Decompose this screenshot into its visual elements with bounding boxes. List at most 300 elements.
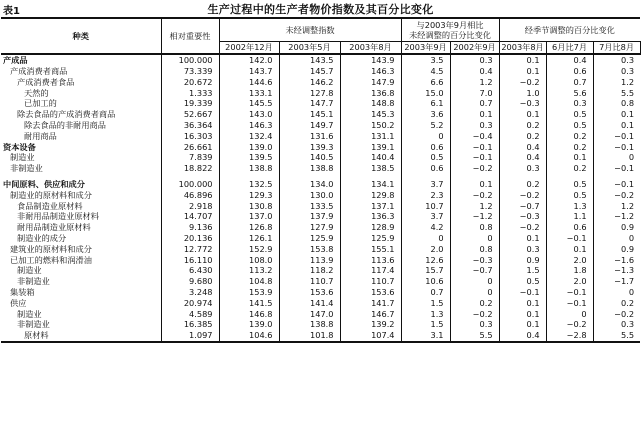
row-label: 原材料 [1, 330, 161, 342]
row-value: 142.0 [219, 54, 279, 66]
row-value: 20.136 [161, 233, 219, 244]
row-value: 0 [593, 287, 640, 298]
row-value: 4.2 [401, 222, 450, 233]
row-value: −0.2 [450, 163, 499, 174]
row-label: 集装箱 [10, 287, 35, 298]
row-value: −0.2 [593, 190, 640, 201]
row-value: 149.7 [279, 120, 340, 131]
row-value: 139.2 [340, 319, 401, 330]
table-title: 生产过程中的生产者物价指数及其百分比变化 [207, 3, 434, 16]
row-value: −0.2 [499, 77, 546, 88]
row-value: 0.9 [593, 244, 640, 255]
row-value: 150.2 [340, 120, 401, 131]
row-value: 2.918 [161, 200, 219, 211]
row-value: −0.1 [593, 179, 640, 190]
row-value: 0.3 [593, 319, 640, 330]
row-value: 15.7 [401, 265, 450, 276]
row-value: 6.1 [401, 98, 450, 109]
row-label: 除去食品的产成消费者商品 [17, 109, 116, 120]
row-value: 0.2 [450, 298, 499, 309]
table-row [1, 308, 640, 319]
row-label: 制造业 [10, 152, 35, 163]
row-label: 非制造业 [17, 319, 50, 330]
row-value: 137.0 [219, 211, 279, 222]
row-value: 0 [546, 308, 593, 319]
row-value: 20.672 [161, 77, 219, 88]
row-label: 制造业 [17, 308, 42, 319]
row-value: 7.839 [161, 152, 219, 163]
row-label: 已加工的 [24, 98, 57, 109]
row-value: −0.1 [450, 152, 499, 163]
row-value: 126.8 [219, 222, 279, 233]
row-value: 0.1 [499, 233, 546, 244]
row-value: 0.4 [450, 66, 499, 77]
table-row [1, 98, 640, 109]
row-value: 0.6 [401, 141, 450, 152]
row-value: 113.6 [340, 254, 401, 265]
row-value: 0.1 [499, 54, 546, 66]
row-value: −0.2 [593, 308, 640, 319]
table-row [1, 109, 640, 120]
row-value: −0.1 [546, 233, 593, 244]
row-value: 5.5 [593, 87, 640, 98]
table-row [1, 179, 640, 190]
row-value: 0.7 [450, 98, 499, 109]
row-value: 0.1 [450, 109, 499, 120]
row-value: 125.9 [279, 233, 340, 244]
row-value: 10.6 [401, 276, 450, 287]
row-value: 0.1 [499, 298, 546, 309]
row-value: 0.5 [546, 190, 593, 201]
table-row [1, 319, 640, 330]
header-seasonal: 经季节调整的百分比变化 [499, 18, 640, 42]
row-value: 0.7 [401, 287, 450, 298]
row-value: 26.661 [161, 141, 219, 152]
subheader-cell: 7月比8月 [593, 42, 640, 55]
row-value: 0.5 [546, 120, 593, 131]
row-value: 146.8 [219, 308, 279, 319]
table-row [1, 244, 640, 255]
row-value: 0.3 [546, 98, 593, 109]
row-value: 100.000 [161, 179, 219, 190]
row-value: 137.9 [279, 211, 340, 222]
table-row [1, 141, 640, 152]
row-label: 供应 [10, 297, 27, 308]
row-value: 16.303 [161, 131, 219, 142]
row-value: 0.1 [593, 109, 640, 120]
row-value: 1.0 [499, 87, 546, 98]
row-value: 0 [401, 131, 450, 142]
row-value: 145.5 [219, 98, 279, 109]
row-value: 7.0 [450, 87, 499, 98]
row-value: 138.8 [279, 163, 340, 174]
row-label: 制造业 [17, 265, 42, 276]
subheader-cell: 2003年8月 [340, 42, 401, 55]
row-value: −1.7 [593, 276, 640, 287]
row-value: −1.6 [593, 254, 640, 265]
row-value: 14.707 [161, 211, 219, 222]
table-row [1, 222, 640, 233]
row-value: −0.2 [499, 222, 546, 233]
row-value: 113.9 [279, 254, 340, 265]
row-label: 已加工的燃料和润滑油 [10, 254, 92, 265]
row-value: 0.6 [546, 66, 593, 77]
row-value: 0.3 [450, 54, 499, 66]
row-value: 0.3 [450, 319, 499, 330]
row-value: 141.7 [340, 298, 401, 309]
row-value: 0 [593, 152, 640, 163]
header-unadjusted: 未经调整指数 [219, 18, 401, 42]
row-value: 3.7 [401, 179, 450, 190]
row-value: 0.5 [546, 109, 593, 120]
row-value: 127.8 [279, 87, 340, 98]
row-value: 146.7 [340, 308, 401, 319]
row-value: 16.110 [161, 254, 219, 265]
row-value: −2.8 [546, 330, 593, 342]
row-value: 1.8 [546, 265, 593, 276]
row-value: 143.0 [219, 109, 279, 120]
row-label: 天然的 [24, 87, 49, 98]
row-value: 143.7 [219, 66, 279, 77]
row-value: −1.3 [593, 265, 640, 276]
row-value: −0.2 [499, 190, 546, 201]
row-label: 产成品 [3, 55, 28, 66]
row-value: 139.0 [219, 141, 279, 152]
row-value: −1.2 [593, 211, 640, 222]
row-value: 0.9 [499, 254, 546, 265]
row-value: 1.5 [401, 319, 450, 330]
row-value: 128.9 [340, 222, 401, 233]
row-value: −0.4 [450, 131, 499, 142]
row-value: 147.9 [340, 77, 401, 88]
table-row [1, 152, 640, 163]
subheader-cell: 2003年8月 [499, 42, 546, 55]
row-value: 4.5 [401, 66, 450, 77]
row-value: 5.5 [450, 330, 499, 342]
row-label: 非耐用品制造业原材料 [17, 211, 99, 222]
row-value: 146.3 [219, 120, 279, 131]
row-value: 147.0 [279, 308, 340, 319]
row-label: 产成消费者食品 [17, 76, 75, 87]
row-value: 0.5 [499, 276, 546, 287]
row-value: 132.4 [219, 131, 279, 142]
row-value: 0.3 [593, 54, 640, 66]
row-value: 141.4 [279, 298, 340, 309]
row-value: 0.1 [499, 109, 546, 120]
row-value: 1.097 [161, 330, 219, 342]
row-value: 0.8 [450, 222, 499, 233]
row-value: 131.6 [279, 131, 340, 142]
row-value: 9.680 [161, 276, 219, 287]
table-row [1, 131, 640, 142]
row-value: 155.1 [340, 244, 401, 255]
row-value: 0.9 [593, 222, 640, 233]
row-value: 2.0 [401, 244, 450, 255]
row-value: 141.5 [219, 298, 279, 309]
row-value: 0.1 [499, 66, 546, 77]
row-value: 139.5 [219, 152, 279, 163]
row-value: 145.3 [340, 109, 401, 120]
row-value: 0.8 [450, 244, 499, 255]
row-value: 0.2 [546, 163, 593, 174]
row-value: 0.3 [499, 244, 546, 255]
row-value: −0.2 [450, 308, 499, 319]
row-label: 耐用品制造业原材料 [17, 222, 91, 233]
row-value: 0.2 [499, 179, 546, 190]
row-value: 0 [450, 233, 499, 244]
row-value: 110.7 [279, 276, 340, 287]
row-value: 0.7 [546, 77, 593, 88]
row-value: 5.5 [593, 330, 640, 342]
row-label: 产成消费者商品 [10, 66, 68, 77]
row-value: −0.2 [546, 319, 593, 330]
row-value: 153.6 [279, 287, 340, 298]
row-value: 108.0 [219, 254, 279, 265]
row-value: 138.8 [279, 319, 340, 330]
row-value: 20.974 [161, 298, 219, 309]
table-row [1, 120, 640, 131]
row-value: 125.9 [340, 233, 401, 244]
row-value: 0.1 [546, 244, 593, 255]
row-value: 0 [450, 276, 499, 287]
row-value: −0.3 [450, 254, 499, 265]
row-value: 140.5 [279, 152, 340, 163]
row-value: 133.5 [279, 200, 340, 211]
row-value: 148.8 [340, 98, 401, 109]
row-value: 0.4 [499, 152, 546, 163]
row-value: 107.4 [340, 330, 401, 342]
table-row [1, 66, 640, 77]
row-label: 中间原料、供应和成分 [3, 179, 85, 190]
subheader-cell: 2003年5月 [279, 42, 340, 55]
row-value: 1.5 [499, 265, 546, 276]
row-value: −0.3 [499, 98, 546, 109]
row-value: 0.3 [499, 163, 546, 174]
row-value: 1.333 [161, 87, 219, 98]
row-value: 0.2 [546, 141, 593, 152]
row-value: 3.6 [401, 109, 450, 120]
row-value: 126.1 [219, 233, 279, 244]
row-value: 2.0 [546, 276, 593, 287]
row-value: −0.7 [450, 265, 499, 276]
table-row [1, 163, 640, 174]
row-value: 15.0 [401, 87, 450, 98]
row-value: 110.7 [340, 276, 401, 287]
row-value: 1.2 [593, 77, 640, 88]
row-value: 0.1 [499, 308, 546, 319]
row-value: 0 [593, 233, 640, 244]
row-value: 16.385 [161, 319, 219, 330]
row-value: 12.772 [161, 244, 219, 255]
row-value: 136.3 [340, 211, 401, 222]
table-row [1, 276, 640, 287]
row-value: 1.2 [450, 200, 499, 211]
row-label: 制造业的成分 [17, 233, 67, 244]
row-value: 101.8 [279, 330, 340, 342]
row-value: 0.5 [546, 179, 593, 190]
row-value: 153.9 [219, 287, 279, 298]
row-value: 6.430 [161, 265, 219, 276]
row-value: −0.3 [499, 211, 546, 222]
row-value: 147.7 [279, 98, 340, 109]
row-value: 1.2 [450, 77, 499, 88]
row-value: 1.5 [401, 298, 450, 309]
subheader-cell: 2002年12月 [219, 42, 279, 55]
row-value: −0.7 [499, 200, 546, 211]
table-row [1, 330, 640, 342]
row-value: 4.589 [161, 308, 219, 319]
row-value: 137.1 [340, 200, 401, 211]
row-value: 0.4 [499, 330, 546, 342]
row-value: −0.1 [546, 287, 593, 298]
row-value: 1.1 [546, 211, 593, 222]
row-value: 0.2 [593, 298, 640, 309]
row-value: 0.1 [499, 319, 546, 330]
row-value: 113.2 [219, 265, 279, 276]
table-row [1, 265, 640, 276]
row-value: 104.6 [219, 330, 279, 342]
row-value: 46.896 [161, 190, 219, 201]
row-value: 153.8 [279, 244, 340, 255]
row-label: 资本设备 [3, 141, 36, 152]
row-value: 117.4 [340, 265, 401, 276]
row-value: 1.3 [401, 308, 450, 319]
row-value: 0.8 [593, 98, 640, 109]
row-value: 131.1 [340, 131, 401, 142]
table-row [1, 87, 640, 98]
row-value: 152.9 [219, 244, 279, 255]
table-row [1, 190, 640, 201]
row-value: 2.0 [546, 254, 593, 265]
header-category: 种类 [1, 18, 161, 54]
row-value: 0.2 [546, 131, 593, 142]
row-value: 132.5 [219, 179, 279, 190]
table-row [1, 211, 640, 222]
table-number: 表1 [3, 6, 20, 17]
row-value: 0.5 [401, 152, 450, 163]
row-value: 100.000 [161, 54, 219, 66]
row-value: 3.7 [401, 211, 450, 222]
row-value: 139.1 [340, 141, 401, 152]
row-value: 134.1 [340, 179, 401, 190]
row-value: 6.6 [401, 77, 450, 88]
ppi-table [1, 17, 640, 343]
row-value: −1.2 [450, 211, 499, 222]
table-row [1, 77, 640, 88]
row-value: 12.6 [401, 254, 450, 265]
row-value: 18.822 [161, 163, 219, 174]
row-value: 145.1 [279, 109, 340, 120]
table-row [1, 287, 640, 298]
row-value: −0.1 [593, 163, 640, 174]
row-value: 134.0 [279, 179, 340, 190]
table-row [1, 200, 640, 211]
row-value: 129.3 [219, 190, 279, 201]
row-value: 0.3 [450, 120, 499, 131]
row-value: 3.248 [161, 287, 219, 298]
row-value: 130.0 [279, 190, 340, 201]
row-value: 153.6 [340, 287, 401, 298]
row-value: 0.3 [593, 66, 640, 77]
row-value: 133.1 [219, 87, 279, 98]
row-label: 耐用商品 [24, 130, 57, 141]
row-value: −0.1 [593, 131, 640, 142]
row-value: 10.7 [401, 200, 450, 211]
table-body [1, 54, 640, 342]
subheader-cell: 6月比7月 [546, 42, 593, 55]
table-header [0, 0, 641, 17]
header-relative-importance: 相对重要性 [161, 18, 219, 54]
row-value: 0 [450, 287, 499, 298]
subheader-cell: 2002年9月 [450, 42, 499, 55]
row-value: 143.5 [279, 54, 340, 66]
row-label: 非制造业 [17, 276, 50, 287]
row-value: 127.9 [279, 222, 340, 233]
row-value: 0 [401, 233, 450, 244]
row-value: 146.3 [340, 66, 401, 77]
table-row [1, 254, 640, 265]
table-row [1, 298, 640, 309]
row-value: 104.8 [219, 276, 279, 287]
row-value: −0.2 [450, 190, 499, 201]
row-label: 食品制造业原材料 [17, 200, 83, 211]
row-value: 140.4 [340, 152, 401, 163]
row-label: 非制造业 [10, 163, 43, 174]
row-value: 138.5 [340, 163, 401, 174]
row-value: 143.9 [340, 54, 401, 66]
row-value: 1.3 [546, 200, 593, 211]
row-value: 146.2 [279, 77, 340, 88]
row-value: 0.1 [593, 120, 640, 131]
row-value: 129.8 [340, 190, 401, 201]
header-yoy-change: 与2003年9月相比 未经调整的百分比变化 [401, 18, 499, 42]
row-value: 145.7 [279, 66, 340, 77]
row-value: 5.2 [401, 120, 450, 131]
row-value: 139.3 [279, 141, 340, 152]
row-value: 1.2 [593, 200, 640, 211]
row-value: 36.364 [161, 120, 219, 131]
row-label: 建筑业的原材料和成分 [10, 243, 92, 254]
row-value: 130.8 [219, 200, 279, 211]
row-label: 制造业的原材料和成分 [10, 189, 92, 200]
row-value: 9.136 [161, 222, 219, 233]
row-value: 5.6 [546, 87, 593, 98]
row-value: 0.6 [401, 163, 450, 174]
row-value: 52.667 [161, 109, 219, 120]
row-label: 除去食品的非耐用商品 [24, 120, 106, 131]
subheader-cell: 2003年9月 [401, 42, 450, 55]
row-value: 0.4 [499, 141, 546, 152]
row-value: 118.2 [279, 265, 340, 276]
row-value: 144.6 [219, 77, 279, 88]
row-value: −0.1 [499, 287, 546, 298]
row-value: 0.1 [450, 179, 499, 190]
row-value: 0.2 [499, 120, 546, 131]
row-value: 3.5 [401, 54, 450, 66]
row-value: 139.0 [219, 319, 279, 330]
row-value: 0.2 [499, 131, 546, 142]
row-value: 0.1 [546, 152, 593, 163]
row-value: −0.1 [593, 141, 640, 152]
row-value: 73.339 [161, 66, 219, 77]
row-value: 19.339 [161, 98, 219, 109]
row-value: 3.1 [401, 330, 450, 342]
row-value: 2.3 [401, 190, 450, 201]
table-row [1, 233, 640, 244]
row-value: −0.1 [546, 298, 593, 309]
row-value: 0.6 [546, 222, 593, 233]
row-value: 138.8 [219, 163, 279, 174]
